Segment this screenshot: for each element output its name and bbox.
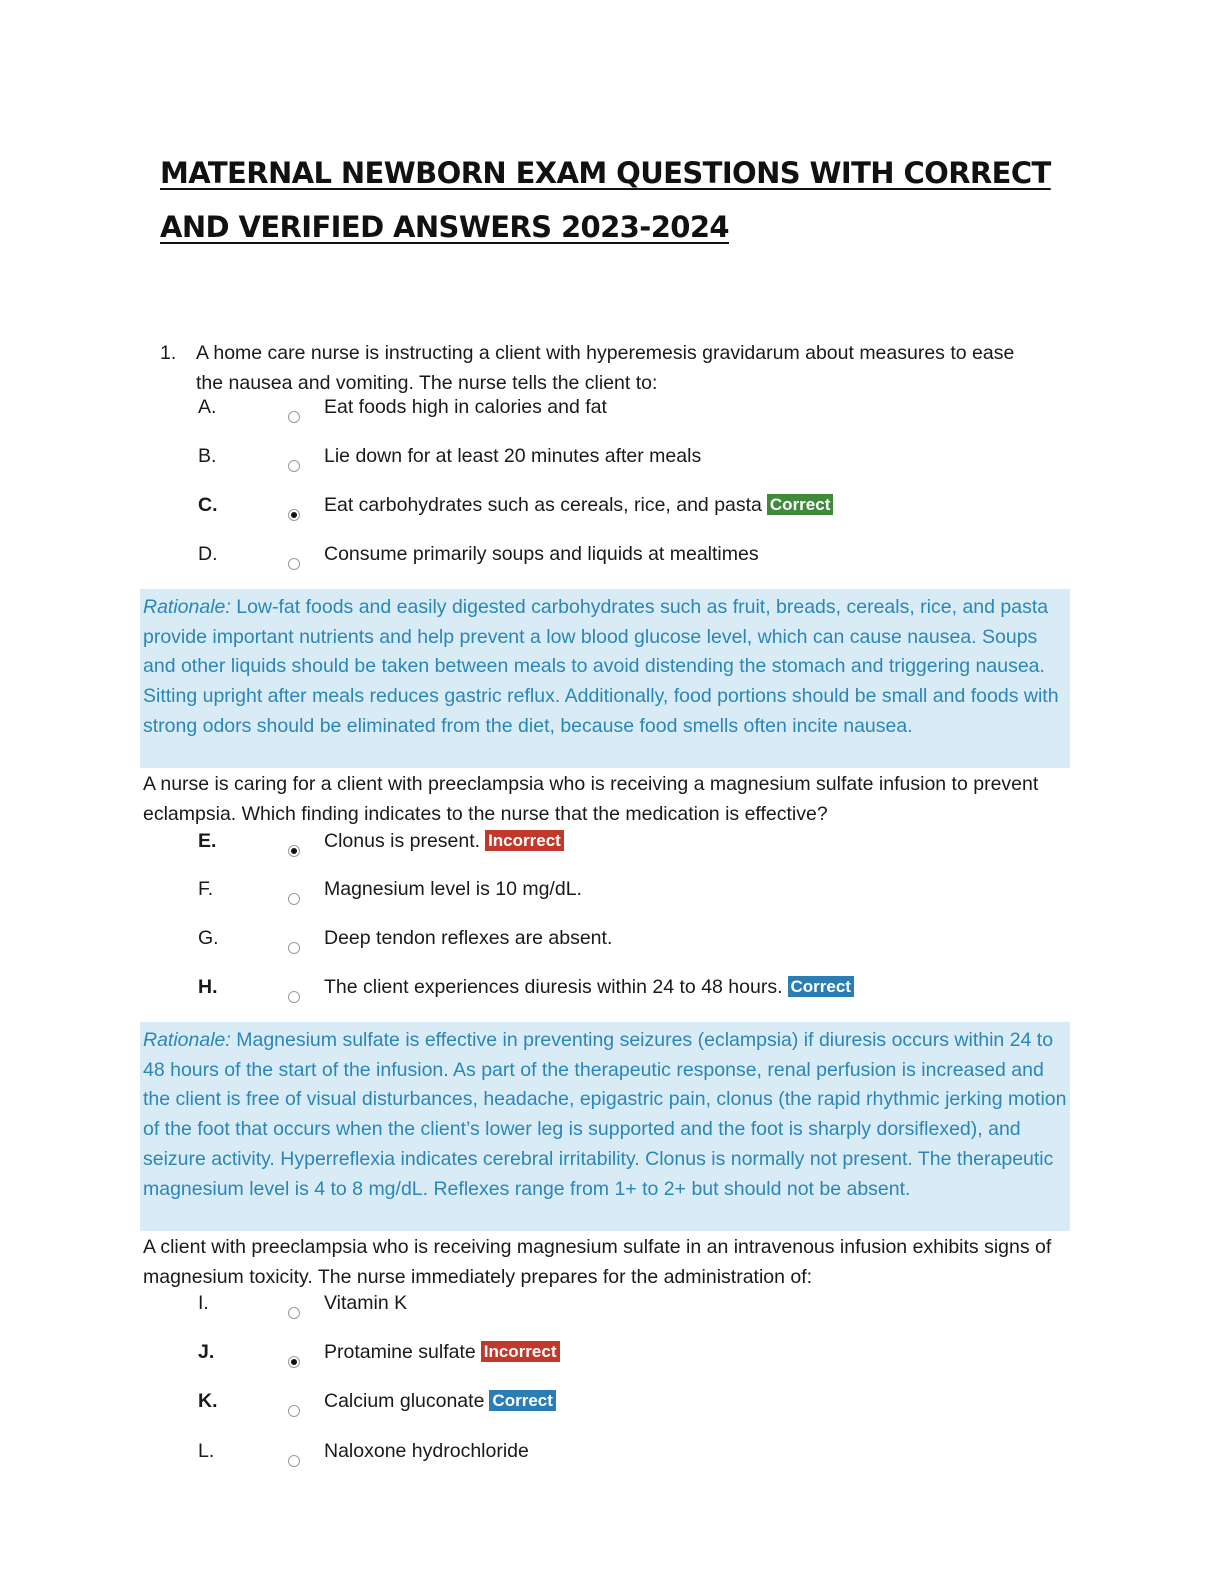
answer-option[interactable] bbox=[0, 493, 1224, 533]
option-letter: J. bbox=[198, 1341, 215, 1363]
rationale-box bbox=[140, 1022, 1070, 1231]
option-letter: C. bbox=[198, 494, 218, 516]
option-letter: L. bbox=[198, 1440, 215, 1462]
radio-button[interactable] bbox=[288, 558, 300, 570]
radio-button-selected[interactable] bbox=[288, 509, 300, 521]
rationale-text: Magnesium sulfate is effective in preventing seizures (eclampsia) if diuresis occurs within 24 to 48 hours of the start of the infusion. As part of the therapeutic response, renal perfusion is increased and the client is free of visual disturbances, headache, epigastric pain, clonus (the rapid rhythmic jerking motion of the foot that occurs when the client’s lower leg is supported and the foot is sharply dorsiflexed), and seizure activity. Hyperreflexia indicates cerebral irritability. Clonus is normally not present. The therapeutic magnesium level is 4 to 8 mg/dL. Reflexes range from 1+ to 2+ but should not be absent. bbox=[143, 1029, 1067, 1200]
radio-button[interactable] bbox=[288, 411, 300, 423]
correct-badge: Correct bbox=[788, 976, 854, 997]
rationale-label: Rationale: bbox=[143, 596, 231, 618]
radio-button-selected[interactable] bbox=[288, 845, 300, 857]
option-text: Eat foods high in calories and fat bbox=[324, 396, 607, 418]
question-text: A home care nurse is instructing a client with hyperemesis gravidarum about measures to ease the nausea and vomiting. The nurse tells the client to: bbox=[196, 342, 1015, 394]
option-letter: B. bbox=[198, 445, 217, 467]
option-letter: K. bbox=[198, 1390, 218, 1412]
option-text: Magnesium level is 10 mg/dL. bbox=[324, 878, 582, 900]
option-letter: G. bbox=[198, 927, 219, 949]
answer-option[interactable] bbox=[0, 829, 1224, 869]
radio-button[interactable] bbox=[288, 1307, 300, 1319]
question-1-stem bbox=[160, 338, 1040, 398]
radio-button[interactable] bbox=[288, 942, 300, 954]
answer-option[interactable] bbox=[0, 1389, 1224, 1429]
answer-option[interactable] bbox=[0, 1340, 1224, 1380]
option-letter: A. bbox=[198, 396, 217, 418]
question-3-stem: A client with preeclampsia who is receiving magnesium sulfate in an intravenous infusion exhibits signs of magnesium toxicity. The nurse immediately prepares for the administration of: bbox=[143, 1236, 1052, 1288]
question-number: 1. bbox=[160, 342, 177, 364]
radio-button-selected[interactable] bbox=[288, 1356, 300, 1368]
option-label: Eat carbohydrates such as cereals, rice, and pasta bbox=[324, 494, 762, 516]
option-text bbox=[324, 1389, 556, 1413]
option-letter: D. bbox=[198, 543, 218, 565]
radio-button[interactable] bbox=[288, 460, 300, 472]
option-letter: H. bbox=[198, 976, 218, 998]
option-text bbox=[324, 829, 564, 853]
option-text: Vitamin K bbox=[324, 1292, 408, 1314]
option-label: The client experiences diuresis within 24 to 48 hours. bbox=[324, 976, 783, 998]
rationale-label: Rationale: bbox=[143, 1029, 231, 1051]
answer-option[interactable] bbox=[0, 926, 1224, 966]
radio-button[interactable] bbox=[288, 1455, 300, 1467]
option-letter: F. bbox=[198, 878, 214, 900]
option-label: Protamine sulfate bbox=[324, 1341, 476, 1363]
option-letter: I. bbox=[198, 1292, 209, 1314]
answer-option[interactable] bbox=[0, 395, 1224, 435]
correct-badge: Correct bbox=[767, 494, 833, 515]
option-text bbox=[324, 975, 854, 999]
incorrect-badge: Incorrect bbox=[485, 830, 564, 851]
correct-badge: Correct bbox=[489, 1390, 555, 1411]
rationale-text: Low-fat foods and easily digested carbohydrates such as fruit, breads, cereals, rice, and pasta provide important nutrients and help prevent a low blood glucose level, which can cause nausea. Soups and other liquids should be taken between meals to avoid distending the stomach and triggering nausea. Sitting upright after meals reduces gastric reflux. Additionally, food portions should be small and foods with strong odors should be eliminated from the diet, because food smells often incite nausea. bbox=[143, 596, 1059, 737]
option-text: Lie down for at least 20 minutes after meals bbox=[324, 445, 702, 467]
answer-option[interactable] bbox=[0, 444, 1224, 484]
radio-button[interactable] bbox=[288, 893, 300, 905]
document-title bbox=[160, 146, 1060, 254]
option-text bbox=[324, 493, 833, 517]
answer-option[interactable] bbox=[0, 1291, 1224, 1331]
option-text bbox=[324, 1340, 560, 1364]
option-text: Naloxone hydrochloride bbox=[324, 1440, 529, 1462]
option-letter: E. bbox=[198, 830, 217, 852]
radio-button[interactable] bbox=[288, 1405, 300, 1417]
answer-option[interactable] bbox=[0, 1439, 1224, 1479]
answer-option[interactable] bbox=[0, 877, 1224, 917]
option-label: Clonus is present. bbox=[324, 830, 481, 852]
question-2-stem: A nurse is caring for a client with preeclampsia who is receiving a magnesium sulfate infusion to prevent eclampsia. Which finding indicates to the nurse that the medication is effective? bbox=[143, 773, 1039, 825]
radio-button[interactable] bbox=[288, 991, 300, 1003]
option-text: Deep tendon reflexes are absent. bbox=[324, 927, 613, 949]
title-line-2: AND VERIFIED ANSWERS 2023-2024 bbox=[160, 210, 730, 244]
incorrect-badge: Incorrect bbox=[481, 1341, 560, 1362]
title-line-1: MATERNAL NEWBORN EXAM QUESTIONS WITH CORRECT bbox=[160, 156, 1051, 190]
option-text: Consume primarily soups and liquids at mealtimes bbox=[324, 543, 759, 565]
answer-option[interactable] bbox=[0, 542, 1224, 582]
rationale-box bbox=[140, 589, 1070, 768]
answer-option[interactable] bbox=[0, 975, 1224, 1015]
option-label: Calcium gluconate bbox=[324, 1390, 485, 1412]
